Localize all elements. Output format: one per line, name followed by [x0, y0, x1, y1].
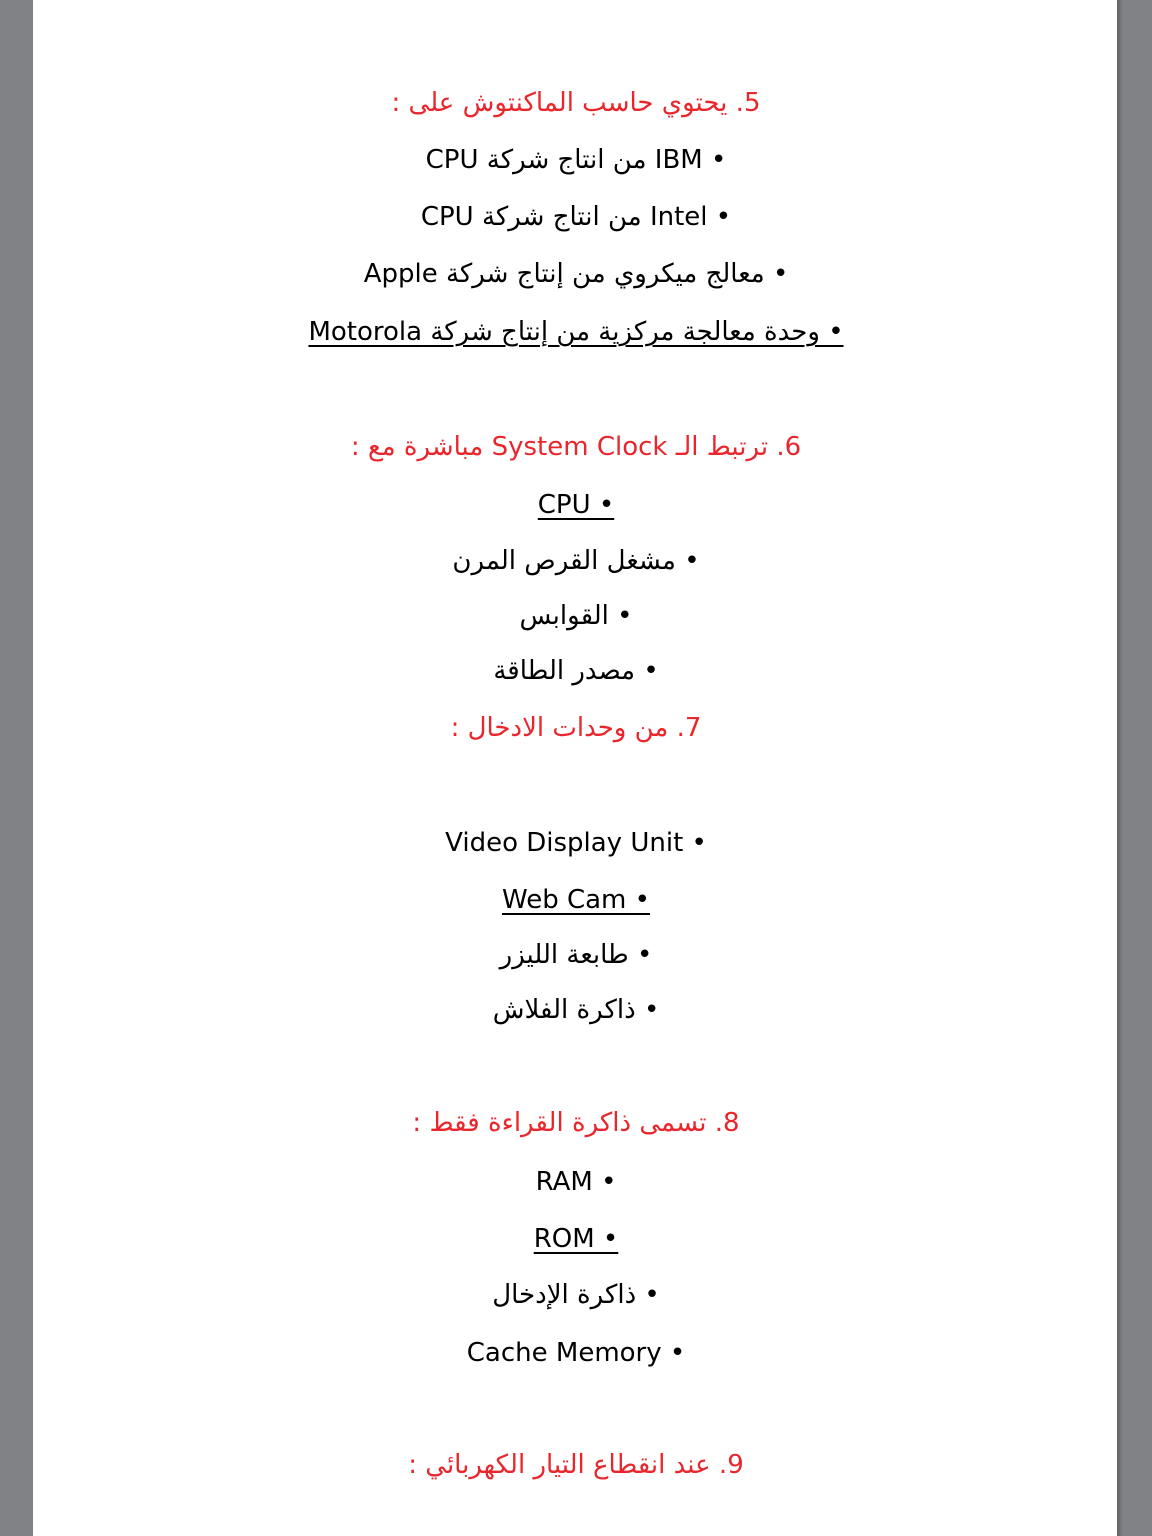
question-7-option-3: • طابعة الليزر — [499, 940, 653, 970]
question-5-option-4-correct: • وحدة معالجة مركزية من إنتاج شركة Motorola — [308, 317, 844, 347]
question-8-title: 8. تسمى ذاكرة القراءة فقط : — [412, 1108, 740, 1138]
question-6-option-4: • مصدر الطاقة — [493, 656, 659, 686]
question-5-option-3: • معالج ميكروي من إنتاج شركة Apple — [363, 259, 789, 289]
question-8-option-1: RAM • — [535, 1167, 617, 1197]
question-9-title: 9. عند انقطاع التيار الكهربائي : — [408, 1450, 744, 1480]
question-7-option-4: • ذاكرة الفلاش — [492, 995, 660, 1025]
question-5-option-2: CPU من انتاج شركة Intel • — [420, 202, 732, 232]
question-6-option-2: • مشغل القرص المرن — [452, 546, 700, 576]
question-6-option-1-correct: CPU • — [537, 490, 615, 520]
question-5-option-1: CPU من انتاج شركة IBM • — [425, 145, 727, 175]
question-7-title: 7. من وحدات الادخال : — [450, 713, 702, 743]
question-7-option-2-correct: Web Cam • — [502, 885, 650, 915]
question-8-option-3: • ذاكرة الإدخال — [492, 1280, 660, 1310]
question-7-option-1: Video Display Unit • — [445, 828, 707, 858]
question-8-option-2-correct: ROM • — [533, 1224, 619, 1254]
question-5-title: 5. يحتوي حاسب الماكنتوش على : — [391, 88, 761, 118]
question-6-title: 6. ترتبط الـ System Clock مباشرة مع : — [350, 432, 802, 462]
question-8-option-4: Cache Memory • — [466, 1338, 686, 1368]
question-6-option-3: • القوابس — [519, 601, 633, 631]
